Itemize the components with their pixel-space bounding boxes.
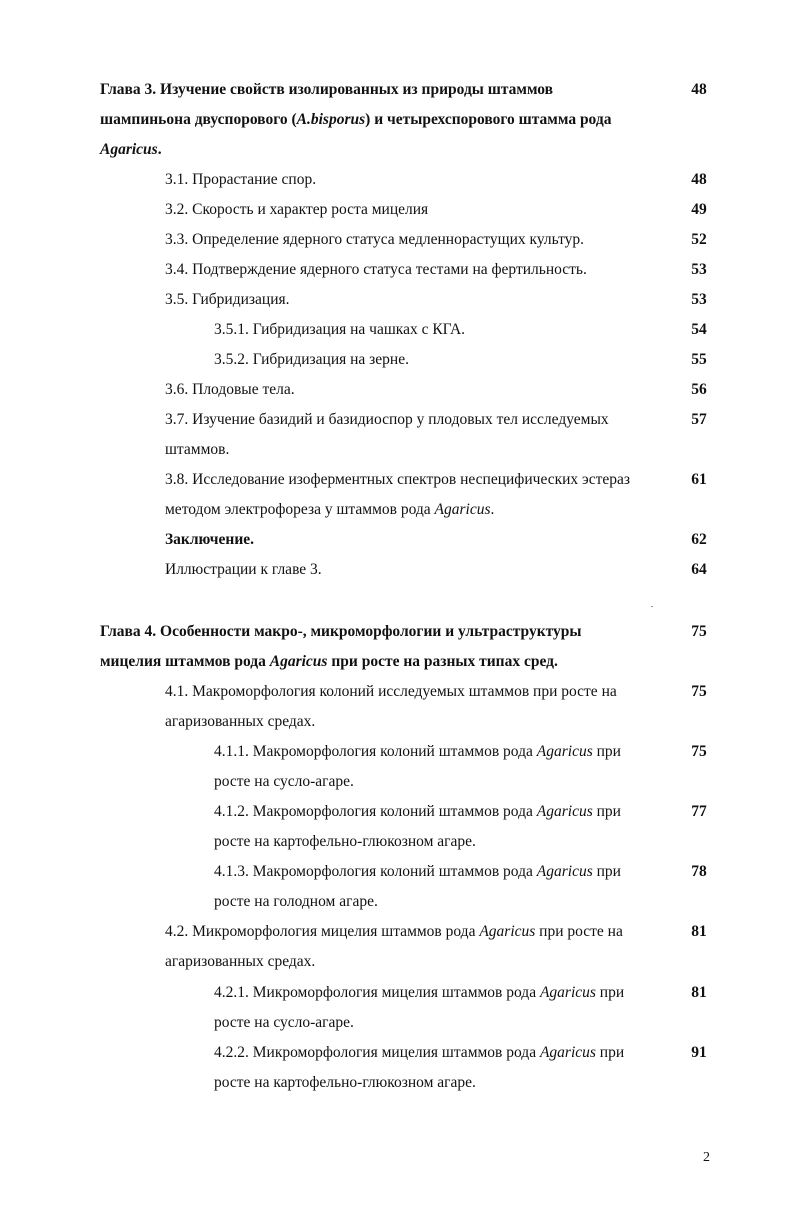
toc-page-3-7: 57 (691, 411, 707, 428)
toc-page-3-1: 48 (691, 171, 707, 188)
toc-page-3-6: 56 (691, 381, 707, 398)
toc-page-3-3: 52 (691, 231, 707, 248)
toc-entry-3-7: 3.7. Изучение базидий и базидиоспор у плодовых тел исследуемых штаммов. (165, 411, 609, 458)
toc-entry-4-2: 4.2. Микроморфология мицелия штаммов рода Agaricus при росте на агаризованных средах. (165, 923, 623, 970)
toc-page-4-2-2: 91 (691, 1044, 707, 1061)
toc-page-3-8: 61 (691, 471, 707, 488)
toc-page-3-2: 49 (691, 201, 707, 218)
toc-entry-3-5-2: 3.5.2. Гибридизация на зерне. (214, 351, 409, 368)
toc-entry-4-1: 4.1. Макроморфология колоний исследуемых штаммов при росте на агаризованных средах. (165, 683, 617, 730)
toc-page-4-1-3: 78 (691, 863, 707, 880)
toc-entry-3-5-1: 3.5.1. Гибридизация на чашках с КГА. (214, 321, 466, 338)
chapter3-title (100, 75, 611, 165)
toc-entry-conclusion: Заключение. (165, 531, 255, 548)
chapter3-title-line1: Глава 3. Изучение свойств изолированных из природы штаммов (100, 81, 554, 98)
toc-entry-3-4: 3.4. Подтверждение ядерного статуса тестами на фертильность. (165, 261, 587, 278)
page-number: 2 (703, 1150, 710, 1165)
toc-entry-4-2-1: 4.2.1. Микроморфология мицелия штаммов рода Agaricus при росте на сусло-агаре. (214, 984, 625, 1031)
toc-page-3-5-1: 54 (691, 321, 707, 338)
toc-entry-3-3: 3.3. Определение ядерного статуса медленнорастущих культур. (165, 231, 585, 248)
toc-entry-4-1-1: 4.1.1. Макроморфология колоний штаммов рода Agaricus при росте на сусло-агаре. (214, 743, 621, 790)
toc-entry-3-2: 3.2. Скорость и характер роста мицелия (165, 201, 429, 218)
toc-entry-3-8: 3.8. Исследование изоферментных спектров неспецифических эстераз методом электрофореза у штаммов рода Agaricus. (165, 471, 630, 518)
toc-entry-4-2-2: 4.2.2. Микроморфология мицелия штаммов рода Agaricus при росте на картофельно-глюкозном агаре. (214, 1044, 625, 1091)
toc-page-conclusion: 62 (691, 531, 707, 548)
toc-page-4-2: 81 (691, 923, 707, 940)
toc-page-3-4: 53 (691, 261, 707, 278)
chapter4-title-line2: мицелия штаммов рода Agaricus при росте на разных типах сред. (100, 653, 558, 670)
scan-speck (651, 606, 653, 607)
toc-page-illustrations: 64 (691, 561, 707, 578)
toc-entry-4-1-2: 4.1.2. Макроморфология колоний штаммов рода Agaricus при росте на картофельно-глюкозном агаре. (214, 803, 621, 850)
toc-page-3-5-2: 55 (691, 351, 707, 368)
chapter4-title (100, 617, 582, 677)
chapter4-title-line1: Глава 4. Особенности макро-, микроморфологии и ультраструктуры (100, 623, 582, 640)
toc-page-4-2-1: 81 (691, 984, 707, 1001)
toc-entry-3-6: 3.6. Плодовые тела. (165, 381, 295, 398)
chapter3-title-line3: Agaricus. (100, 141, 162, 158)
chapter3-title-line2: шампиньона двуспорового (A.bisporus) и четырехспорового штамма рода (100, 111, 612, 128)
chapter4-page: 75 (691, 623, 707, 640)
toc-entry-3-1: 3.1. Прорастание спор. (165, 171, 317, 188)
toc-page-3-5: 53 (691, 291, 707, 308)
toc-page-4-1-2: 77 (691, 803, 707, 820)
toc-entry-illustrations: Иллюстрации к главе 3. (165, 561, 322, 578)
toc-entry-4-1-3: 4.1.3. Макроморфология колоний штаммов рода Agaricus при росте на голодном агаре. (214, 863, 621, 910)
toc-page-4-1-1: 75 (691, 743, 707, 760)
chapter3-page: 48 (691, 81, 707, 98)
toc-entry-3-5: 3.5. Гибридизация. (165, 291, 290, 308)
toc-page-4-1: 75 (691, 683, 707, 700)
